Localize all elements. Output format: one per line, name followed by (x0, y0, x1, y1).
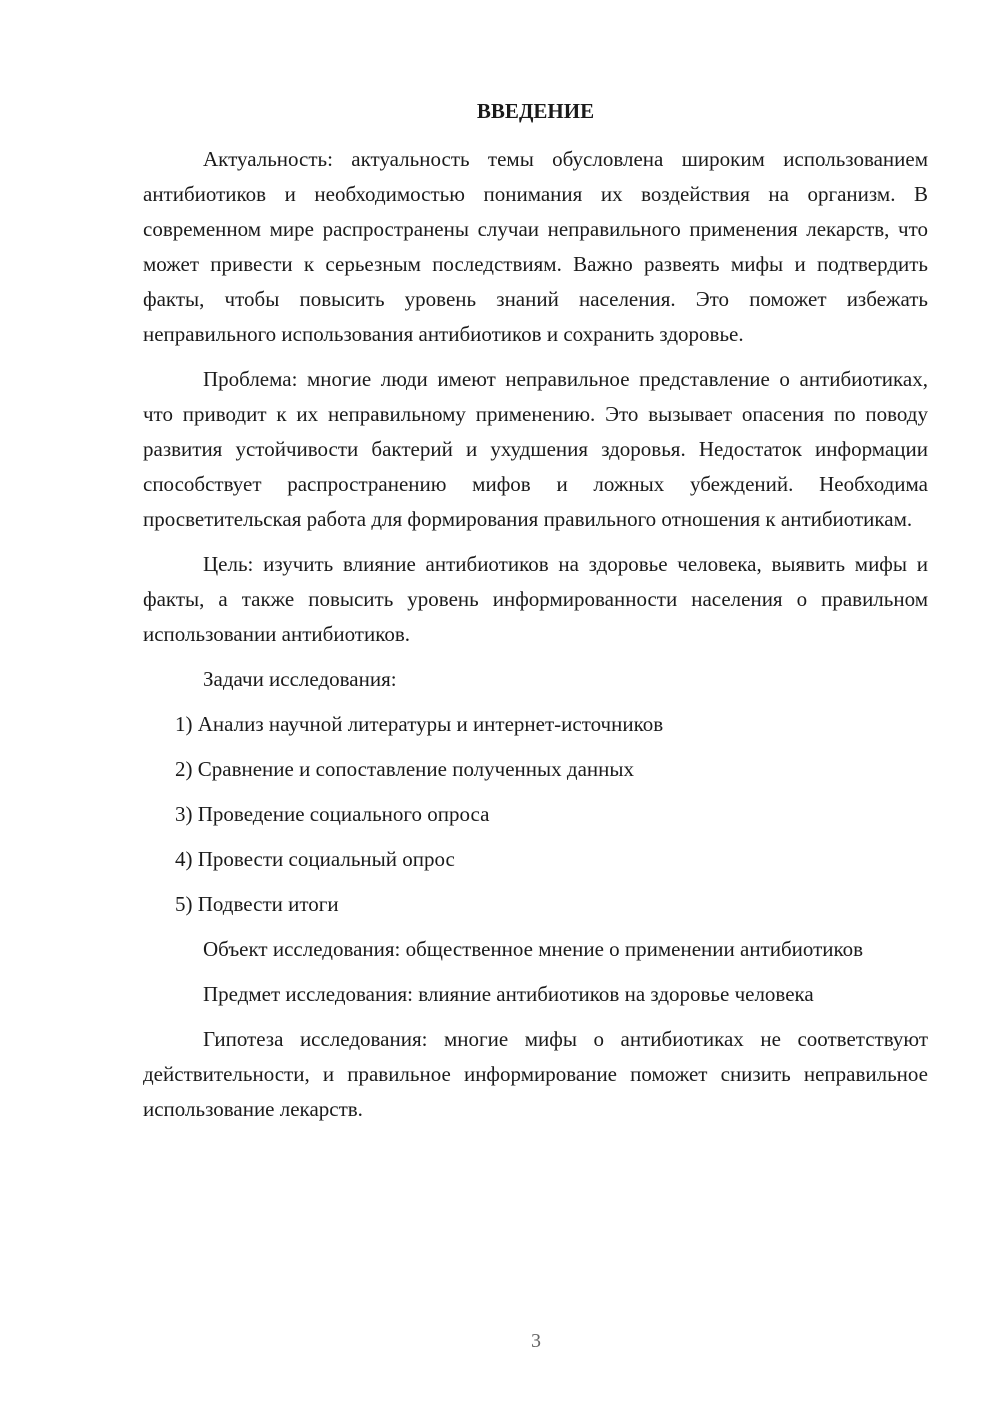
list-item: 2) Сравнение и сопоставление полученных данных (175, 757, 634, 781)
object-paragraph: Объект исследования: общественное мнение о применении антибиотиков (203, 937, 864, 961)
list-item: 3) Проведение социального опроса (175, 802, 490, 826)
list-item: 4) Провести социальный опрос (175, 847, 455, 871)
hypothesis-paragraph: Гипотеза исследования: многие мифы о антибиотиках не соответствуют действительности, и правильное информирование поможет снизить неправильное использование лекарств. (143, 1027, 928, 1121)
tasks-heading: Задачи исследования: (203, 667, 397, 691)
document-page (143, 94, 928, 1127)
list-item: 1) Анализ научной литературы и интернет-источников (175, 712, 664, 736)
problem-paragraph: Проблема: многие люди имеют неправильное представление о антибиотиках, что приводит к их неправильному применению. Это вызывает опасения по поводу развития устойчивости бактерий и ухудшения здоровья. Недостаток информации способствует распространению мифов и ложных убеждений. Необходима просветительская работа для формирования правильного отношения к антибиотикам. (143, 367, 928, 531)
page-number: 3 (531, 1330, 541, 1352)
goal-paragraph: Цель: изучить влияние антибиотиков на здоровье человека, выявить мифы и факты, а также повысить уровень информированности населения о правильном использовании антибиотиков. (143, 552, 928, 646)
page-title: ВВЕДЕНИЕ (476, 99, 595, 123)
tasks-list (143, 707, 928, 922)
subject-paragraph: Предмет исследования: влияние антибиотиков на здоровье человека (203, 982, 814, 1006)
relevance-paragraph: Актуальность: актуальность темы обусловлена широким использованием антибиотиков и необходимостью понимания их воздействия на организм. В современном мире распространены случаи неправильного применения лекарств, что может привести к серьезным последствиям. Важно развеять мифы и подтвердить факты, чтобы повысить уровень знаний населения. Это поможет избежать неправильного использования антибиотиков и сохранить здоровье. (143, 147, 928, 346)
list-item: 5) Подвести итоги (175, 892, 339, 916)
